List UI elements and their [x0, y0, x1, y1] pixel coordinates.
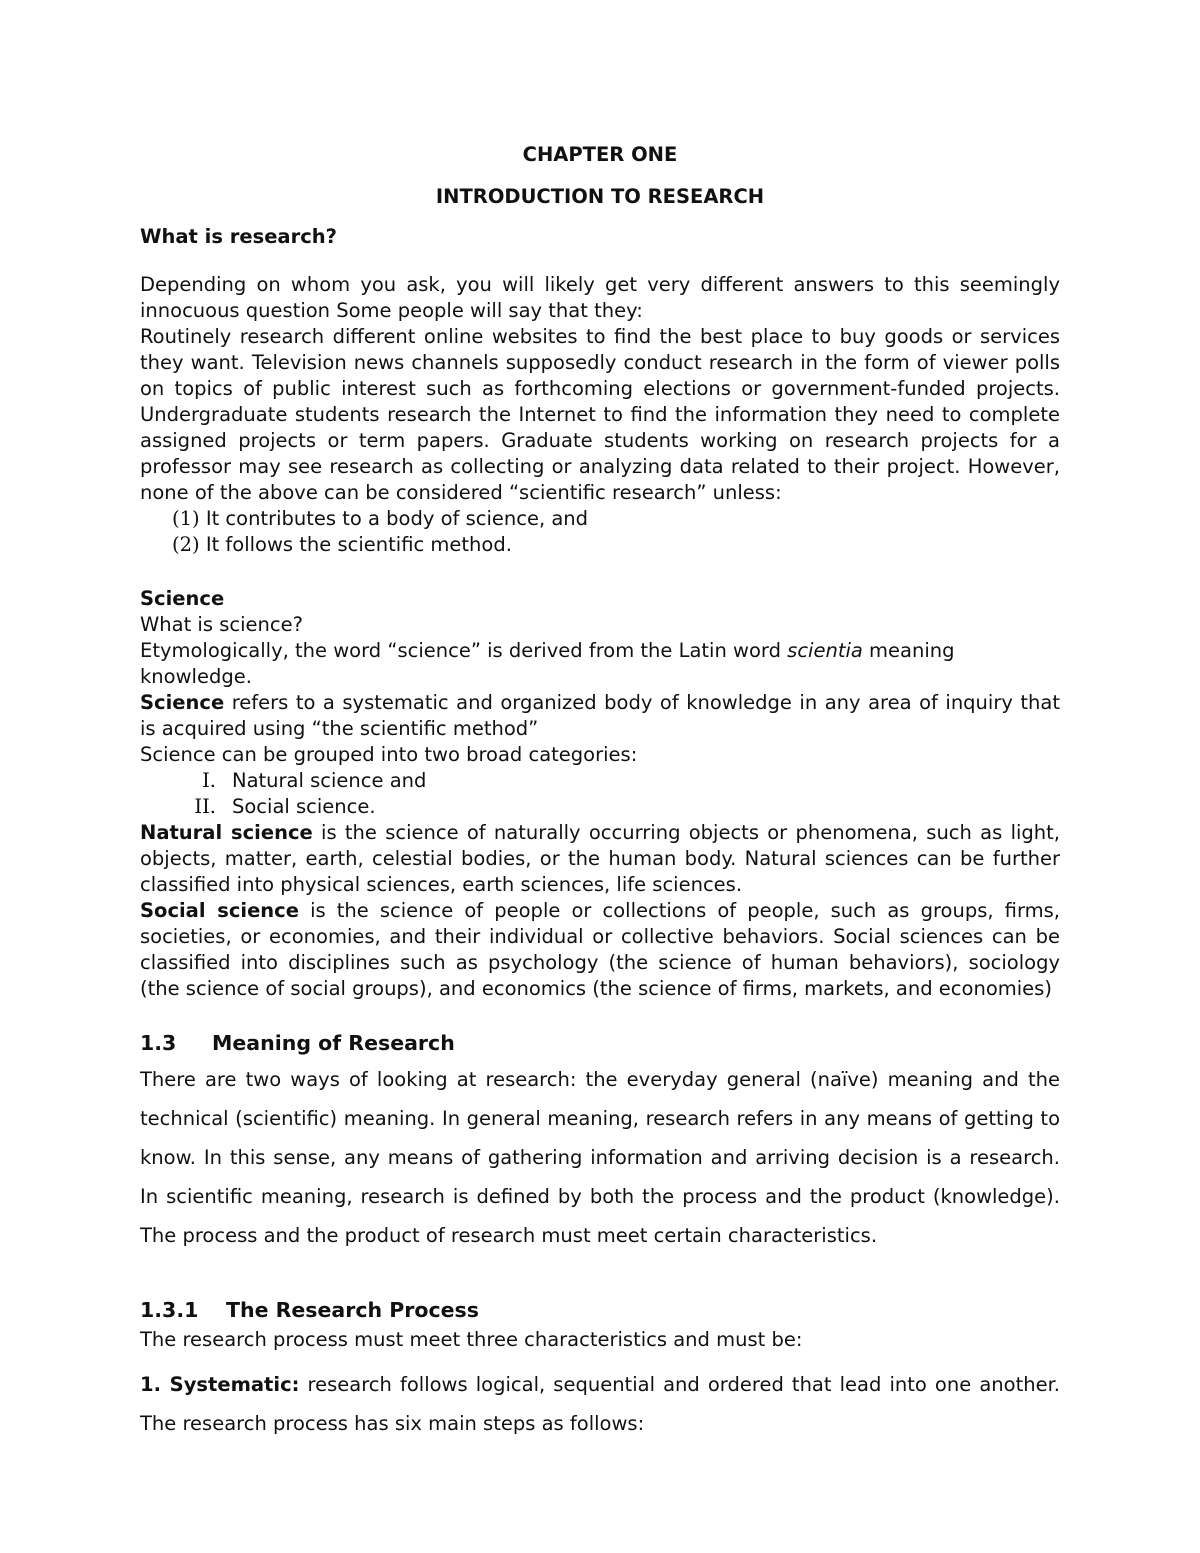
social-science-paragraph — [140, 898, 1060, 1002]
list-number: (1) — [172, 507, 200, 530]
science-definition — [140, 690, 1060, 742]
list-text: Social science. — [232, 795, 376, 818]
section-number: 1.3.1 — [140, 1298, 199, 1322]
document-page — [140, 142, 1060, 1443]
systematic-paragraph — [140, 1365, 1060, 1443]
etymology-text: Etymologically, the word “science” is derived from the Latin word — [140, 639, 788, 662]
list-text: It contributes to a body of science, and — [205, 507, 589, 530]
section-title: The Research Process — [226, 1298, 479, 1322]
section-number: 1.3 — [140, 1031, 177, 1055]
systematic-term: 1. Systematic: — [140, 1373, 300, 1396]
science-question: What is science? — [140, 613, 303, 636]
research-examples-paragraph: Routinely research different online websites to find the best place to buy goods or services they want. Television news channels supposedly conduct research in the form of viewer polls on topics of public interest such as forthcoming elections or government-funded projects. Undergraduate students research the Internet to find the information they need to complete assigned projects or term papers. Graduate students working on research projects for a professor may see research as collecting or analyzing data related to their project. However, none of the above can be considered “scientific research” unless: — [140, 325, 1060, 504]
intro-paragraph: Depending on whom you ask, you will likely get very different answers to this seemingly innocuous question Some people will say that they: — [140, 273, 1060, 322]
etymology-sentence — [140, 638, 1060, 690]
list-item — [140, 768, 1060, 794]
systematic-text: research follows logical, sequential and ordered that lead into one another. The research process has six main steps as follows: — [140, 1373, 1060, 1435]
natural-science-term: Natural science — [140, 821, 313, 844]
natural-science-paragraph — [140, 820, 1060, 898]
list-text: It follows the scientific method. — [205, 533, 512, 556]
roman-numeral: II. — [194, 795, 216, 818]
page-title: INTRODUCTION TO RESEARCH — [435, 185, 765, 208]
science-heading: Science — [140, 587, 225, 610]
scientific-research-criteria-list — [140, 506, 1060, 558]
list-number: (2) — [172, 533, 200, 556]
categories-intro: Science can be grouped into two broad categories: — [140, 743, 638, 766]
science-categories-list — [140, 768, 1060, 820]
science-definition-text: refers to a systematic and organized body of knowledge in any area of inquiry that is acquired using “the scientific method” — [140, 691, 1060, 740]
social-science-text: is the science of people or collections of people, such as groups, firms, societies, or economies, and their individual or collective behaviors. Social sciences can be classified into disciplines such as psychology (the science of human behaviors), sociology (the science of social groups), and economics (the science of firms, markets, and economies) — [140, 899, 1060, 1000]
section-title: Meaning of Research — [212, 1031, 455, 1055]
meaning-paragraph: There are two ways of looking at research: the everyday general (naïve) meaning and the technical (scientific) meaning. In general meaning, research refers in any means of getting to know. In this sense, any means of gathering information and arriving decision is a research. In scientific meaning, research is defined by both the process and the product (knowledge). The process and the product of research must meet certain characteristics. — [140, 1068, 1060, 1247]
list-text: Natural science and — [232, 769, 427, 792]
roman-numeral: I. — [202, 769, 216, 792]
list-item — [140, 532, 1060, 558]
list-item — [140, 794, 1060, 820]
social-science-term: Social science — [140, 899, 299, 922]
natural-science-text: is the science of naturally occurring objects or phenomena, such as light, objects, matter, earth, celestial bodies, or the human body. Natural sciences can be further classified into physical sciences, earth sciences, life sciences. — [140, 821, 1060, 896]
process-section-heading — [140, 1297, 1060, 1323]
process-intro: The research process must meet three characteristics and must be: — [140, 1328, 803, 1351]
chapter-label: CHAPTER ONE — [522, 143, 678, 166]
what-is-research-heading: What is research? — [140, 225, 337, 248]
meaning-section-heading — [140, 1030, 1060, 1056]
latin-word: scientia — [787, 639, 863, 662]
science-term: Science — [140, 691, 225, 714]
list-item — [140, 506, 1060, 532]
etymology-text-end: meaning knowledge. — [140, 639, 955, 688]
